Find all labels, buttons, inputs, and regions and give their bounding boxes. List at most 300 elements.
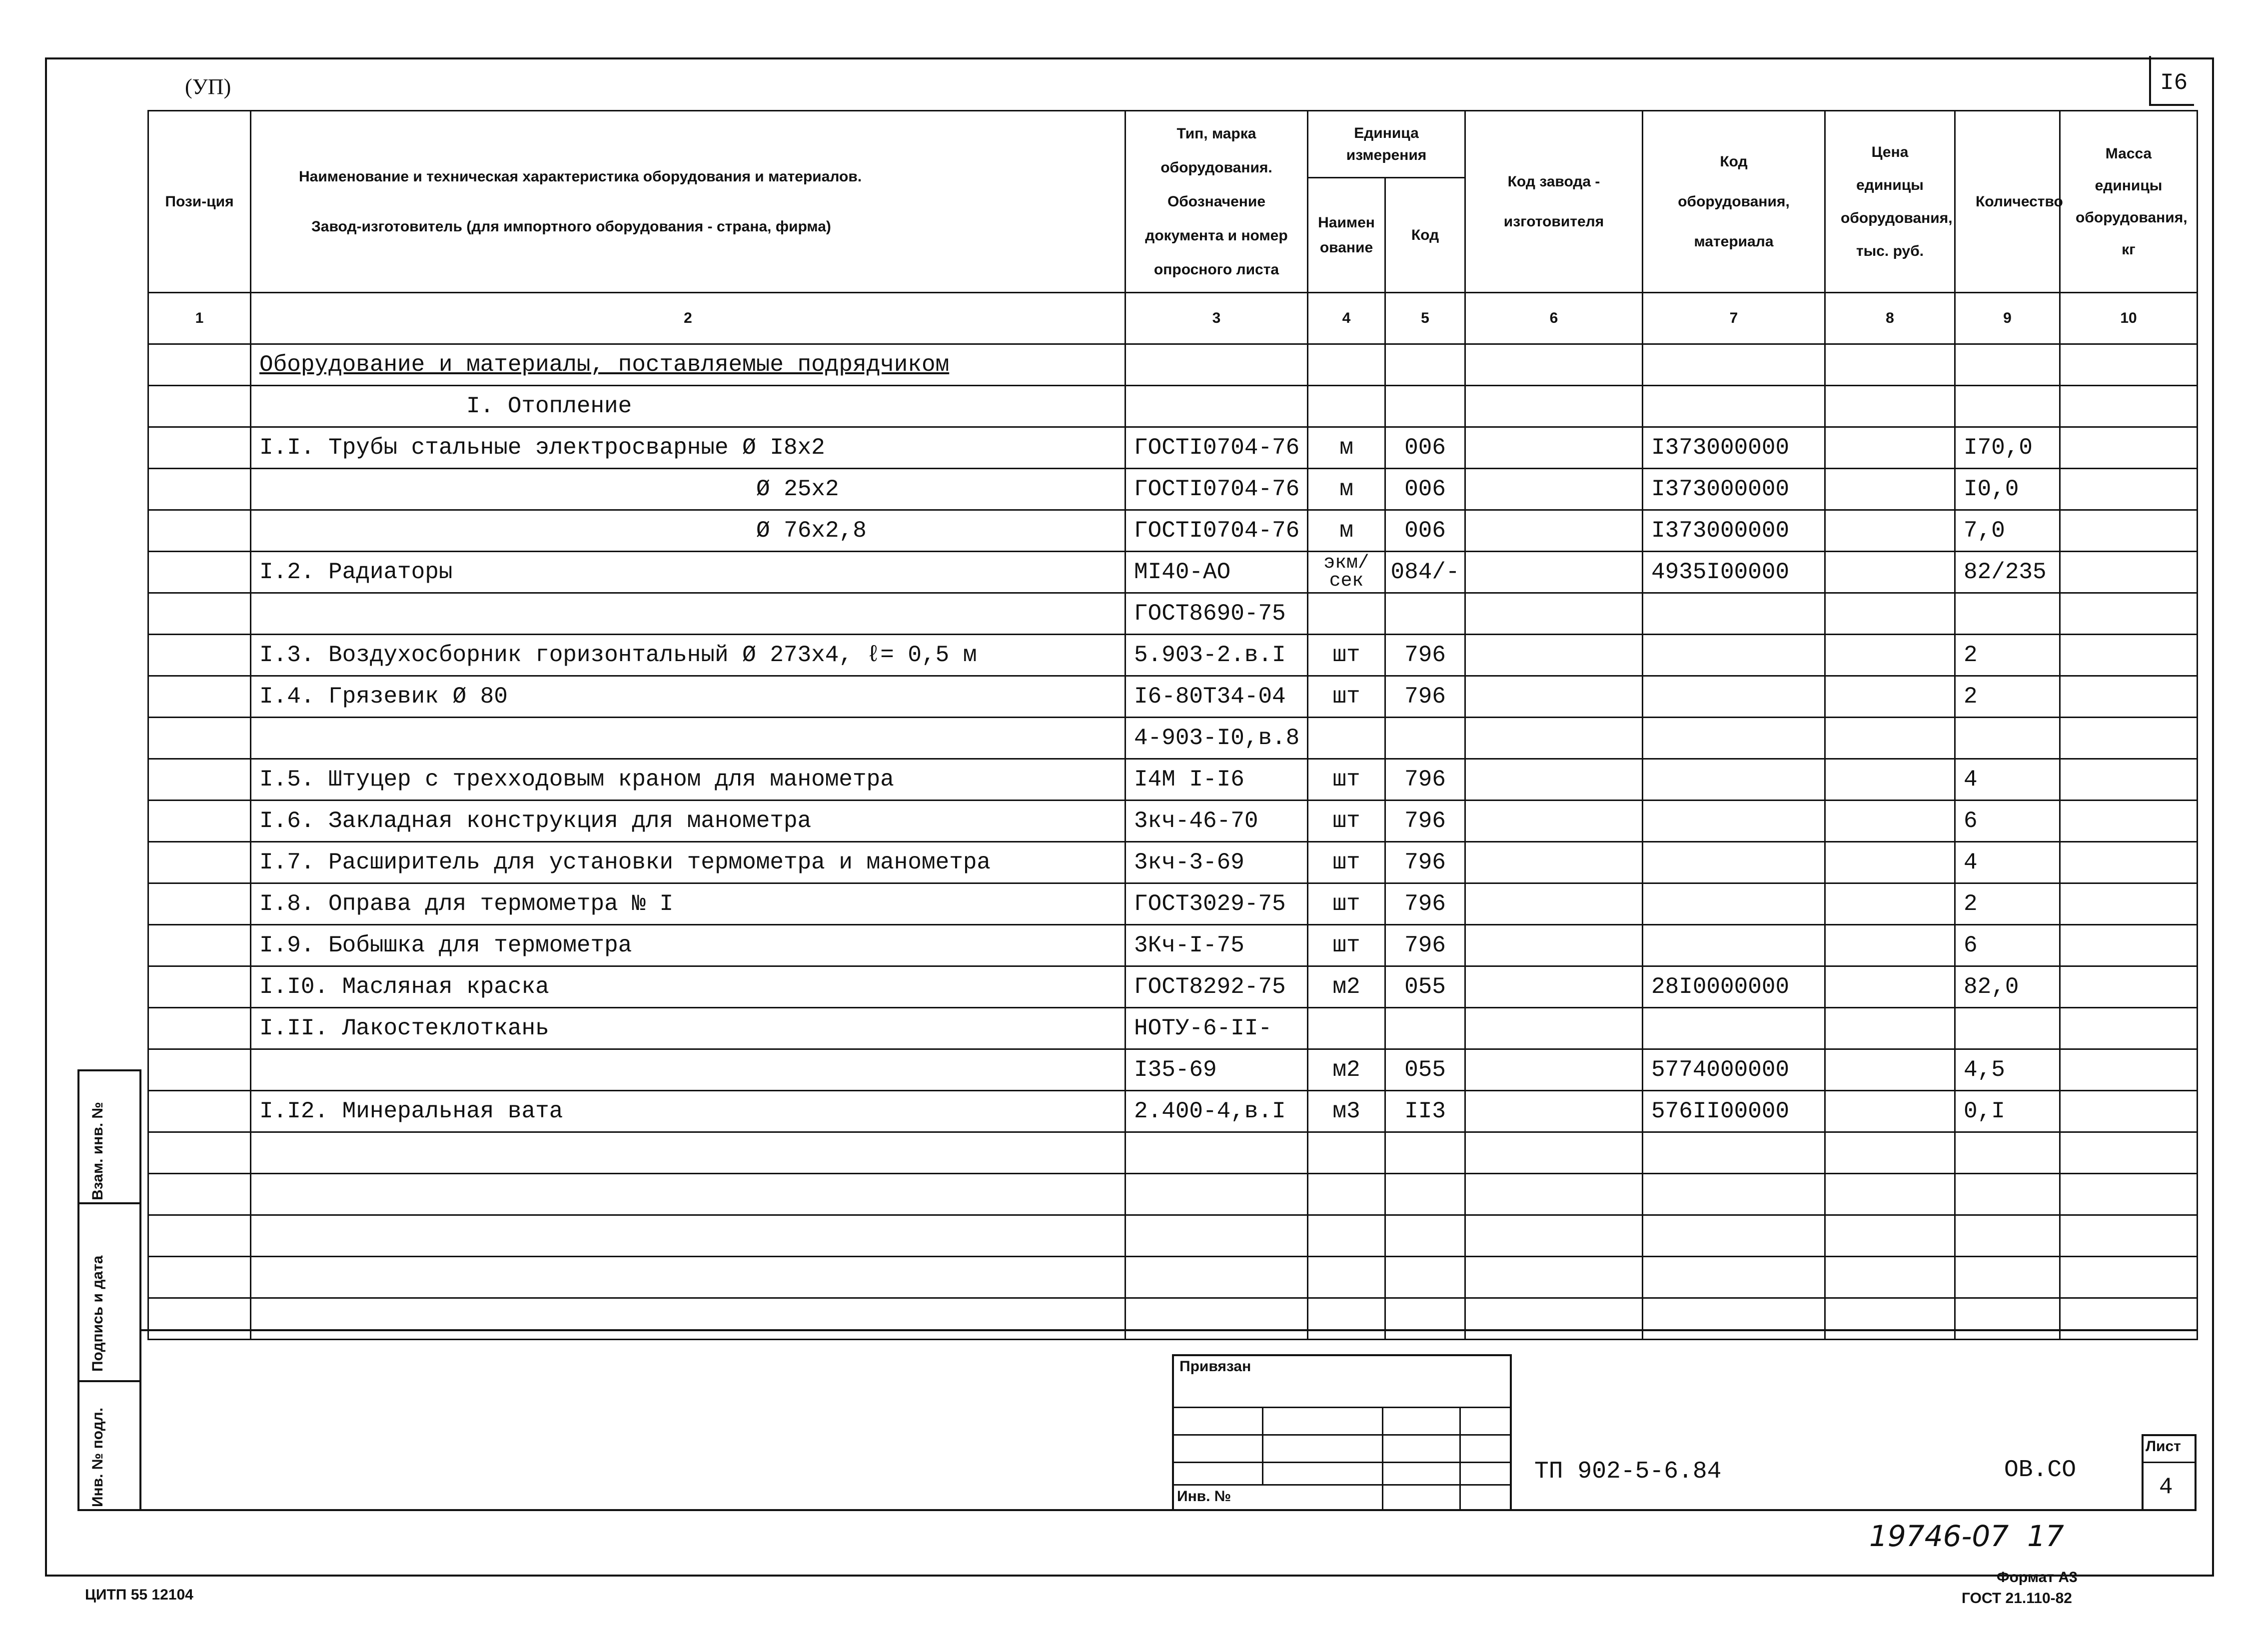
cell-code xyxy=(1643,842,1825,883)
column-number: 5 xyxy=(1385,293,1465,344)
cell-unit: м xyxy=(1308,510,1385,552)
cell-ucode: 796 xyxy=(1385,883,1465,925)
cell-factory xyxy=(1465,510,1643,552)
cell-code xyxy=(1643,801,1825,842)
cell-price xyxy=(1825,1215,1955,1257)
cell-factory xyxy=(1465,1049,1643,1091)
cell-name: Ø 25x2 xyxy=(251,469,1125,510)
cell-factory xyxy=(1465,386,1643,427)
cell-name: I.3. Воздухосборник горизонтальный Ø 273x4, ℓ= 0,5 м xyxy=(251,635,1125,676)
cell-pos xyxy=(148,510,251,552)
cell-factory xyxy=(1465,966,1643,1008)
table-row xyxy=(148,883,2198,925)
cell-factory xyxy=(1465,1132,1643,1174)
cell-unit: шт xyxy=(1308,635,1385,676)
cell-name: I.7. Расширитель для установки термометра и манометра xyxy=(251,842,1125,883)
privyazan-grid-vline xyxy=(1459,1407,1461,1509)
cell-type: I35-69 xyxy=(1125,1049,1308,1091)
cell-mass xyxy=(2060,966,2198,1008)
cell-unit: шт xyxy=(1308,801,1385,842)
privyazan-label: Привязан xyxy=(1179,1358,1251,1375)
column-number: 8 xyxy=(1825,293,1955,344)
cell-name xyxy=(251,1215,1125,1257)
cell-mass xyxy=(2060,883,2198,925)
cell-code: I373000000 xyxy=(1643,427,1825,469)
cell-name: I.I2. Минеральная вата xyxy=(251,1091,1125,1132)
cell-pos xyxy=(148,593,251,635)
cell-factory xyxy=(1465,1174,1643,1215)
specification-table xyxy=(147,110,2198,1340)
table-row xyxy=(148,1049,2198,1091)
cell-qty: 4 xyxy=(1955,842,2060,883)
header-type: Тип, марка оборудования. Обозначение документа и номер опросного листа xyxy=(1125,111,1308,293)
table-row xyxy=(148,344,2198,386)
cell-ucode xyxy=(1385,344,1465,386)
corner-label: (УП) xyxy=(185,74,231,99)
cell-factory xyxy=(1465,635,1643,676)
cell-price xyxy=(1825,427,1955,469)
table-row xyxy=(148,759,2198,801)
cell-name xyxy=(251,1049,1125,1091)
header-price: Цена единицы оборудования, тыс. руб. xyxy=(1825,111,1955,293)
cell-factory xyxy=(1465,801,1643,842)
cell-ucode xyxy=(1385,1257,1465,1298)
cell-pos xyxy=(148,1091,251,1132)
cell-price xyxy=(1825,510,1955,552)
table-row xyxy=(148,1091,2198,1132)
cell-type: I4М I-I6 xyxy=(1125,759,1308,801)
cell-price xyxy=(1825,344,1955,386)
cell-unit: м2 xyxy=(1308,966,1385,1008)
cell-type xyxy=(1125,386,1308,427)
header-unit-name: Наименование xyxy=(1308,178,1385,293)
cell-mass xyxy=(2060,552,2198,593)
header-code: Код оборудования, материала xyxy=(1643,111,1825,293)
cell-code xyxy=(1643,1174,1825,1215)
cell-type: НОТУ-6-II- xyxy=(1125,1008,1308,1049)
cell-type xyxy=(1125,1298,1308,1340)
cell-name: I.I. Трубы стальные электросварные Ø I8x2 xyxy=(251,427,1125,469)
cell-unit: шт xyxy=(1308,925,1385,966)
title-block-bottom-line xyxy=(141,1509,2197,1511)
document-mark: ОВ.СО xyxy=(2004,1457,2077,1484)
cell-mass xyxy=(2060,925,2198,966)
cell-factory xyxy=(1465,1257,1643,1298)
handwritten-number: 19746-07 17 xyxy=(1869,1519,2064,1553)
cell-unit: м3 xyxy=(1308,1091,1385,1132)
cell-unit xyxy=(1308,386,1385,427)
bottom-left-code: ЦИТП 55 12104 xyxy=(85,1587,193,1603)
cell-type: I6-80Т34-04 xyxy=(1125,676,1308,718)
inv-no-label: Инв. № xyxy=(1177,1488,1231,1505)
sheet-box-divider xyxy=(2142,1462,2197,1463)
cell-price xyxy=(1825,1174,1955,1215)
privyazan-grid-line xyxy=(1172,1407,1512,1408)
cell-pos xyxy=(148,469,251,510)
cell-code xyxy=(1643,1132,1825,1174)
cell-pos xyxy=(148,1049,251,1091)
cell-code: I373000000 xyxy=(1643,510,1825,552)
cell-mass xyxy=(2060,718,2198,759)
cell-pos xyxy=(148,1008,251,1049)
privyazan-grid-line xyxy=(1172,1484,1512,1486)
cell-ucode: 796 xyxy=(1385,842,1465,883)
cell-unit xyxy=(1308,1298,1385,1340)
cell-unit: шт xyxy=(1308,842,1385,883)
header-unit-code: Код xyxy=(1385,178,1465,293)
header-factory: Код завода - изготовителя xyxy=(1465,111,1643,293)
cell-code xyxy=(1643,759,1825,801)
cell-pos xyxy=(148,966,251,1008)
cell-unit: м xyxy=(1308,427,1385,469)
cell-factory xyxy=(1465,344,1643,386)
cell-ucode xyxy=(1385,593,1465,635)
cell-qty xyxy=(1955,1132,2060,1174)
cell-price xyxy=(1825,552,1955,593)
cell-unit: м xyxy=(1308,469,1385,510)
table-row xyxy=(148,1132,2198,1174)
cell-qty xyxy=(1955,1008,2060,1049)
cell-qty: 2 xyxy=(1955,676,2060,718)
cell-unit xyxy=(1308,593,1385,635)
cell-pos xyxy=(148,842,251,883)
cell-type: ГОСТ8690-75 xyxy=(1125,593,1308,635)
table-row xyxy=(148,966,2198,1008)
cell-name: I.I0. Масляная краска xyxy=(251,966,1125,1008)
cell-mass xyxy=(2060,676,2198,718)
cell-ucode: 084/- xyxy=(1385,552,1465,593)
cell-code xyxy=(1643,1215,1825,1257)
cell-unit: экм/сек xyxy=(1308,552,1385,593)
cell-ucode xyxy=(1385,1008,1465,1049)
cell-name: I.8. Оправа для термометра № I xyxy=(251,883,1125,925)
cell-qty: 4 xyxy=(1955,759,2060,801)
cell-pos xyxy=(148,1132,251,1174)
cell-ucode xyxy=(1385,1215,1465,1257)
cell-factory xyxy=(1465,759,1643,801)
cell-type: ГОСТ8292-75 xyxy=(1125,966,1308,1008)
column-number: 4 xyxy=(1308,293,1385,344)
cell-qty: 2 xyxy=(1955,883,2060,925)
cell-pos xyxy=(148,718,251,759)
cell-factory xyxy=(1465,593,1643,635)
cell-price xyxy=(1825,386,1955,427)
cell-factory xyxy=(1465,552,1643,593)
table-row xyxy=(148,510,2198,552)
cell-price xyxy=(1825,966,1955,1008)
cell-factory xyxy=(1465,676,1643,718)
side-stamp-inv xyxy=(77,1380,141,1511)
cell-mass xyxy=(2060,635,2198,676)
cell-price xyxy=(1825,1049,1955,1091)
cell-ucode: 796 xyxy=(1385,759,1465,801)
cell-mass xyxy=(2060,386,2198,427)
table-row xyxy=(148,801,2198,842)
cell-factory xyxy=(1465,1215,1643,1257)
cell-qty xyxy=(1955,718,2060,759)
cell-code xyxy=(1643,1257,1825,1298)
cell-type: 3Кч-I-75 xyxy=(1125,925,1308,966)
cell-type xyxy=(1125,1174,1308,1215)
cell-qty: 6 xyxy=(1955,801,2060,842)
cell-code xyxy=(1643,344,1825,386)
cell-type: 3кч-46-70 xyxy=(1125,801,1308,842)
cell-type xyxy=(1125,1215,1308,1257)
cell-pos xyxy=(148,1174,251,1215)
cell-mass xyxy=(2060,427,2198,469)
table-row xyxy=(148,635,2198,676)
cell-name: I.2. Радиаторы xyxy=(251,552,1125,593)
privyazan-grid-line xyxy=(1172,1462,1512,1463)
cell-qty: 7,0 xyxy=(1955,510,2060,552)
cell-pos xyxy=(148,1215,251,1257)
cell-factory xyxy=(1465,427,1643,469)
table-row xyxy=(148,552,2198,593)
page-number: I6 xyxy=(2160,70,2188,96)
cell-qty: I0,0 xyxy=(1955,469,2060,510)
cell-name xyxy=(251,1298,1125,1340)
cell-ucode: 055 xyxy=(1385,966,1465,1008)
column-number: 6 xyxy=(1465,293,1643,344)
cell-code: 5774000000 xyxy=(1643,1049,1825,1091)
cell-name: I.5. Штуцер с трехходовым краном для манометра xyxy=(251,759,1125,801)
cell-type xyxy=(1125,344,1308,386)
cell-price xyxy=(1825,593,1955,635)
cell-qty xyxy=(1955,1257,2060,1298)
header-unit-group: Единица измерения xyxy=(1308,111,1465,178)
cell-name xyxy=(251,1257,1125,1298)
header-name-line1: Наименование и техническая характеристика оборудования и материалов. xyxy=(299,168,862,185)
cell-pos xyxy=(148,759,251,801)
cell-mass xyxy=(2060,1091,2198,1132)
privyazan-grid-line xyxy=(1172,1434,1512,1436)
cell-qty: 82,0 xyxy=(1955,966,2060,1008)
cell-price xyxy=(1825,925,1955,966)
table-row xyxy=(148,718,2198,759)
cell-qty: 0,I xyxy=(1955,1091,2060,1132)
header-name-line2: Завод-изготовитель (для импортного оборудования - страна, фирма) xyxy=(311,218,831,235)
cell-unit xyxy=(1308,1257,1385,1298)
cell-qty xyxy=(1955,1174,2060,1215)
table-row xyxy=(148,925,2198,966)
cell-type xyxy=(1125,1257,1308,1298)
cell-unit: м2 xyxy=(1308,1049,1385,1091)
table-row xyxy=(148,676,2198,718)
table-row xyxy=(148,1298,2198,1340)
cell-name xyxy=(251,593,1125,635)
cell-factory xyxy=(1465,1298,1643,1340)
title-block-top-line xyxy=(141,1329,2197,1331)
cell-pos xyxy=(148,801,251,842)
cell-code xyxy=(1643,1008,1825,1049)
cell-code: 576II00000 xyxy=(1643,1091,1825,1132)
side-stamp-inv-label: Инв. № подл. xyxy=(89,1407,106,1507)
cell-type: 5.903-2.в.I xyxy=(1125,635,1308,676)
cell-factory xyxy=(1465,1091,1643,1132)
cell-code xyxy=(1643,593,1825,635)
cell-mass xyxy=(2060,1257,2198,1298)
table-row xyxy=(148,593,2198,635)
cell-mass xyxy=(2060,469,2198,510)
cell-unit: шт xyxy=(1308,759,1385,801)
gost-label: ГОСТ 21.110-82 xyxy=(1962,1590,2072,1607)
cell-type: МI40-АО xyxy=(1125,552,1308,593)
cell-unit xyxy=(1308,1008,1385,1049)
cell-name xyxy=(251,718,1125,759)
cell-code xyxy=(1643,718,1825,759)
cell-unit xyxy=(1308,344,1385,386)
side-stamp-podpis-label: Подпись и дата xyxy=(89,1255,106,1372)
cell-price xyxy=(1825,1008,1955,1049)
table-row xyxy=(148,427,2198,469)
cell-name xyxy=(251,1132,1125,1174)
cell-mass xyxy=(2060,1049,2198,1091)
cell-price xyxy=(1825,676,1955,718)
privyazan-grid-vline xyxy=(1262,1407,1263,1484)
cell-mass xyxy=(2060,1008,2198,1049)
cell-name: I.9. Бобышка для термометра xyxy=(251,925,1125,966)
cell-qty: 6 xyxy=(1955,925,2060,966)
table-row xyxy=(148,1174,2198,1215)
cell-price xyxy=(1825,635,1955,676)
cell-unit xyxy=(1308,1174,1385,1215)
cell-price xyxy=(1825,718,1955,759)
cell-mass xyxy=(2060,759,2198,801)
table-row xyxy=(148,1257,2198,1298)
project-code: ТП 902-5-6.84 xyxy=(1534,1458,1722,1485)
cell-ucode: 796 xyxy=(1385,925,1465,966)
cell-mass xyxy=(2060,1298,2198,1340)
column-number: 2 xyxy=(251,293,1125,344)
cell-type: ГОСТ3029-75 xyxy=(1125,883,1308,925)
privyazan-box xyxy=(1172,1354,1512,1510)
cell-type: ГОСТI0704-76 xyxy=(1125,427,1308,469)
table-row xyxy=(148,1215,2198,1257)
cell-code xyxy=(1643,635,1825,676)
cell-code xyxy=(1643,883,1825,925)
cell-ucode xyxy=(1385,1174,1465,1215)
cell-factory xyxy=(1465,883,1643,925)
cell-code xyxy=(1643,676,1825,718)
cell-name: I.6. Закладная конструкция для манометра xyxy=(251,801,1125,842)
cell-price xyxy=(1825,1091,1955,1132)
cell-type: 2.400-4,в.I xyxy=(1125,1091,1308,1132)
cell-name xyxy=(251,1174,1125,1215)
cell-type: ГОСТI0704-76 xyxy=(1125,510,1308,552)
table-row xyxy=(148,1008,2198,1049)
cell-ucode xyxy=(1385,386,1465,427)
cell-code xyxy=(1643,925,1825,966)
cell-ucode: 055 xyxy=(1385,1049,1465,1091)
cell-pos xyxy=(148,427,251,469)
cell-mass xyxy=(2060,801,2198,842)
cell-factory xyxy=(1465,842,1643,883)
format-label: Формат А3 xyxy=(1997,1569,2078,1586)
cell-name: Ø 76x2,8 xyxy=(251,510,1125,552)
cell-factory xyxy=(1465,925,1643,966)
table-row xyxy=(148,842,2198,883)
cell-unit: шт xyxy=(1308,676,1385,718)
cell-price xyxy=(1825,883,1955,925)
cell-pos xyxy=(148,552,251,593)
cell-qty xyxy=(1955,593,2060,635)
cell-mass xyxy=(2060,842,2198,883)
table-row xyxy=(148,386,2198,427)
cell-unit: шт xyxy=(1308,883,1385,925)
cell-ucode: II3 xyxy=(1385,1091,1465,1132)
column-number: 10 xyxy=(2060,293,2198,344)
cell-mass xyxy=(2060,510,2198,552)
header-pos: Пози-ция xyxy=(148,111,251,293)
column-number: 3 xyxy=(1125,293,1308,344)
cell-pos xyxy=(148,883,251,925)
header-mass: Масса единицы оборудования, кг xyxy=(2060,111,2198,293)
cell-type: 3кч-3-69 xyxy=(1125,842,1308,883)
cell-price xyxy=(1825,759,1955,801)
column-number: 9 xyxy=(1955,293,2060,344)
cell-unit xyxy=(1308,1215,1385,1257)
cell-qty: 82/235 xyxy=(1955,552,2060,593)
cell-code: I373000000 xyxy=(1643,469,1825,510)
cell-qty xyxy=(1955,386,2060,427)
cell-price xyxy=(1825,842,1955,883)
cell-ucode xyxy=(1385,718,1465,759)
cell-ucode: 796 xyxy=(1385,801,1465,842)
cell-name: I. Отопление xyxy=(251,386,1125,427)
cell-code xyxy=(1643,1298,1825,1340)
cell-type: ГОСТI0704-76 xyxy=(1125,469,1308,510)
cell-qty xyxy=(1955,344,2060,386)
cell-price xyxy=(1825,469,1955,510)
sheet-value: 4 xyxy=(2159,1474,2173,1500)
cell-qty: I70,0 xyxy=(1955,427,2060,469)
cell-mass xyxy=(2060,1215,2198,1257)
cell-pos xyxy=(148,676,251,718)
cell-code xyxy=(1643,386,1825,427)
side-stamp-vzam xyxy=(77,1069,141,1204)
cell-mass xyxy=(2060,593,2198,635)
cell-qty: 4,5 xyxy=(1955,1049,2060,1091)
cell-price xyxy=(1825,1298,1955,1340)
cell-qty xyxy=(1955,1215,2060,1257)
cell-pos xyxy=(148,1298,251,1340)
cell-factory xyxy=(1465,469,1643,510)
privyazan-grid-vline xyxy=(1382,1407,1383,1509)
cell-pos xyxy=(148,386,251,427)
cell-mass xyxy=(2060,1132,2198,1174)
cell-pos xyxy=(148,925,251,966)
cell-unit xyxy=(1308,1132,1385,1174)
cell-code: 4935I00000 xyxy=(1643,552,1825,593)
column-number: 1 xyxy=(148,293,251,344)
side-stamp-podpis xyxy=(77,1202,141,1382)
column-number: 7 xyxy=(1643,293,1825,344)
table-row xyxy=(148,469,2198,510)
cell-type: 4-903-I0,в.8 xyxy=(1125,718,1308,759)
cell-price xyxy=(1825,1257,1955,1298)
cell-ucode: 006 xyxy=(1385,469,1465,510)
cell-ucode: 006 xyxy=(1385,510,1465,552)
cell-ucode: 796 xyxy=(1385,676,1465,718)
cell-ucode: 796 xyxy=(1385,635,1465,676)
sheet-label: Лист xyxy=(2146,1438,2181,1455)
cell-qty: 2 xyxy=(1955,635,2060,676)
cell-name: I.4. Грязевик Ø 80 xyxy=(251,676,1125,718)
cell-ucode xyxy=(1385,1298,1465,1340)
cell-name: I.II. Лакостеклоткань xyxy=(251,1008,1125,1049)
cell-price xyxy=(1825,801,1955,842)
cell-factory xyxy=(1465,718,1643,759)
